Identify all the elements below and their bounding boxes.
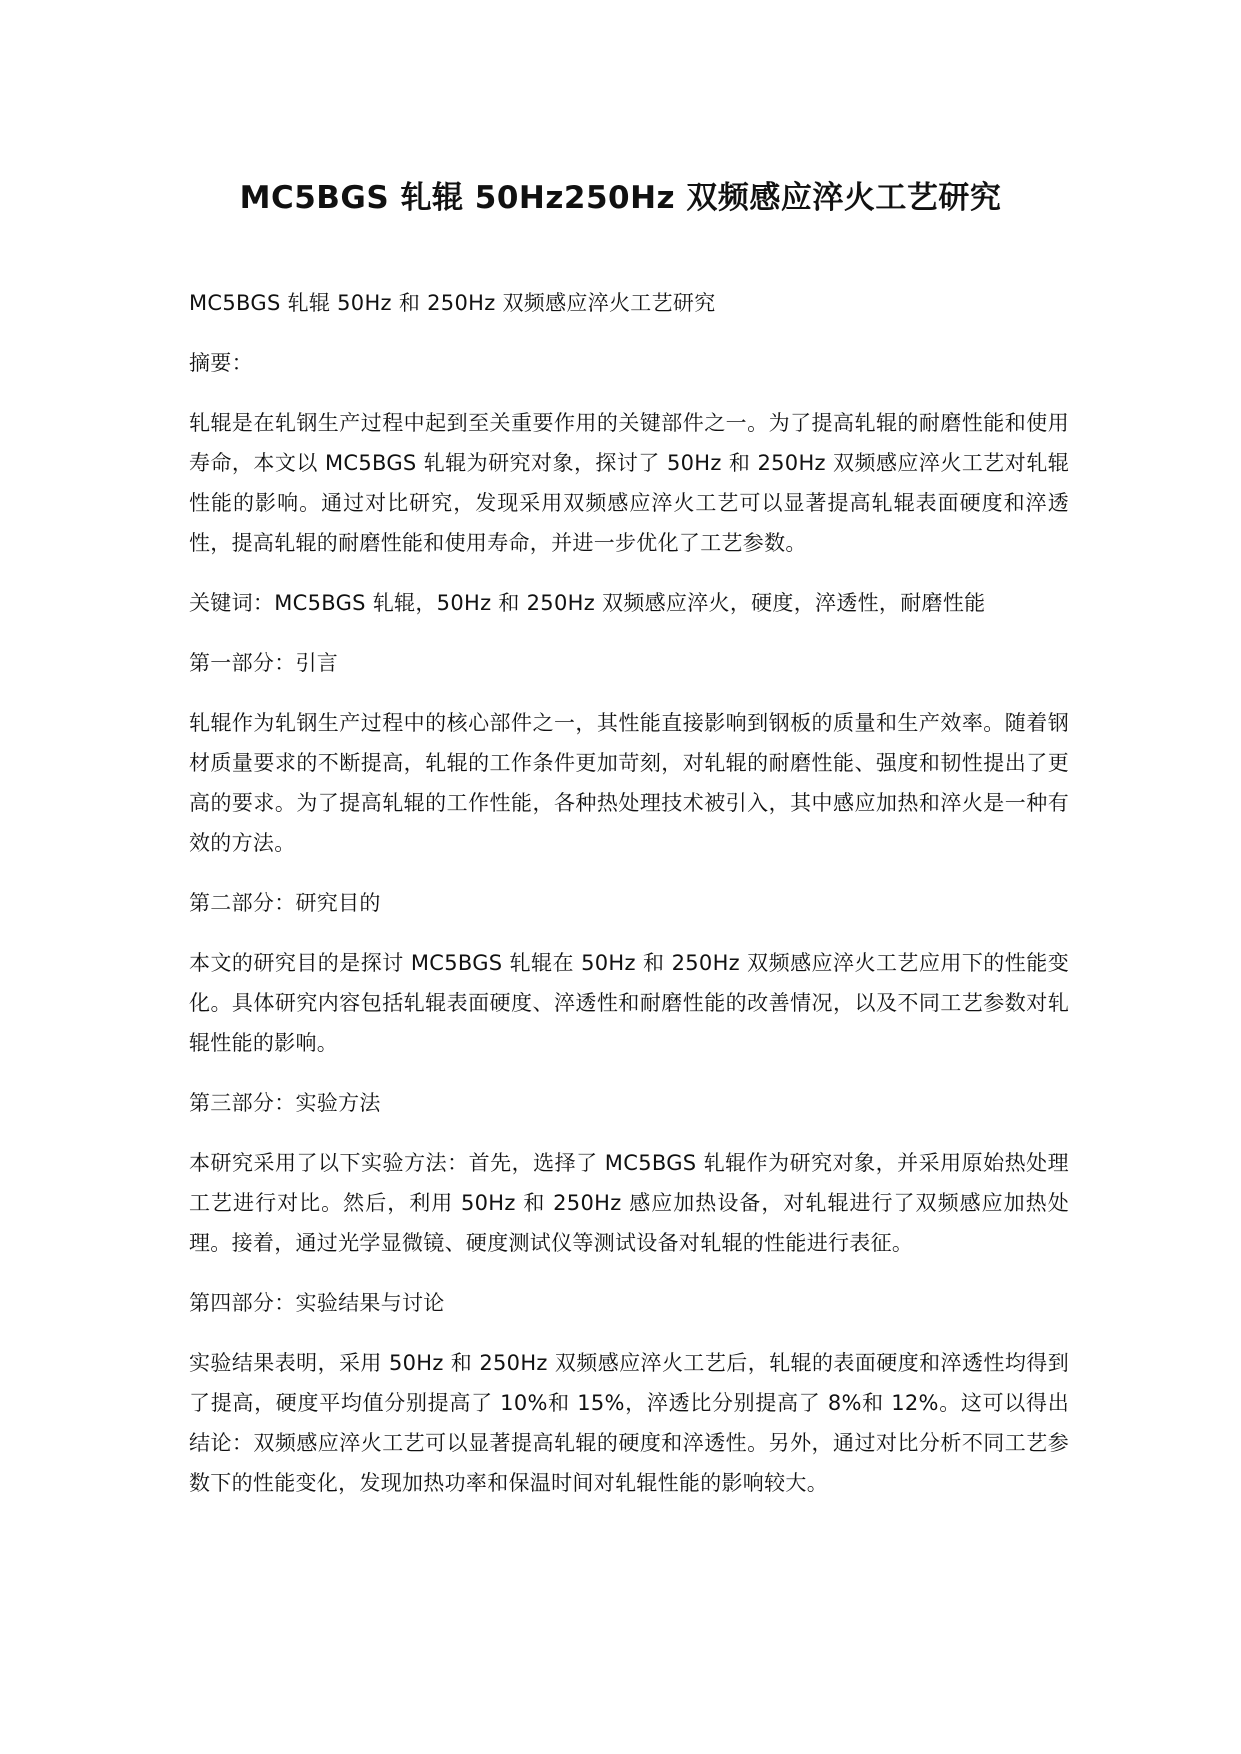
section-heading-introduction: 第一部分：引言 [189,651,339,675]
document-title: MC5BGS 轧辊 50Hz250Hz 双频感应淬火工艺研究 [239,180,1002,216]
abstract-heading: 摘要： [189,351,253,375]
section-heading-methods: 第三部分：实验方法 [189,1091,381,1115]
introduction-paragraph: 轧辊作为轧钢生产过程中的核心部件之一，其性能直接影响到钢板的质量和生产效率。随着钢材质量要求的不断提高，轧辊的工作条件更加苛刻，对轧辊的耐磨性能、强度和韧性提出了更高的要求。为了提高轧辊的工作性能，各种热处理技术被引入，其中感应加热和淬火是一种有效的方法。 [189,711,1069,855]
document-body [189,283,1069,1523]
keywords-paragraph: 关键词：MC5BGS 轧辊，50Hz 和 250Hz 双频感应淬火，硬度，淬透性，耐磨性能 [189,591,986,615]
subtitle-paragraph: MC5BGS 轧辊 50Hz 和 250Hz 双频感应淬火工艺研究 [189,291,716,315]
results-paragraph: 实验结果表明，采用 50Hz 和 250Hz 双频感应淬火工艺后，轧辊的表面硬度和淬透性均得到了提高，硬度平均值分别提高了 10%和 15%，淬透比分别提高了 8%和 12%。这可以得出结论：双频感应淬火工艺可以显著提高轧辊的硬度和淬透性。另外，通过对比分析不同工艺参数下的性能变化，发现加热功率和保温时间对轧辊性能的影响较大。 [189,1351,1069,1495]
section-heading-purpose: 第二部分：研究目的 [189,891,381,915]
purpose-paragraph: 本文的研究目的是探讨 MC5BGS 轧辊在 50Hz 和 250Hz 双频感应淬火工艺应用下的性能变化。具体研究内容包括轧辊表面硬度、淬透性和耐磨性能的改善情况，以及不同工艺参数对轧辊性能的影响。 [189,951,1069,1055]
abstract-paragraph: 轧辊是在轧钢生产过程中起到至关重要作用的关键部件之一。为了提高轧辊的耐磨性能和使用寿命，本文以 MC5BGS 轧辊为研究对象，探讨了 50Hz 和 250Hz 双频感应淬火工艺对轧辊性能的影响。通过对比研究，发现采用双频感应淬火工艺可以显著提高轧辊表面硬度和淬透性，提高轧辊的耐磨性能和使用寿命，并进一步优化了工艺参数。 [189,411,1069,555]
methods-paragraph: 本研究采用了以下实验方法：首先，选择了 MC5BGS 轧辊作为研究对象，并采用原始热处理工艺进行对比。然后，利用 50Hz 和 250Hz 感应加热设备，对轧辊进行了双频感应加热处理。接着，通过光学显微镜、硬度测试仪等测试设备对轧辊的性能进行表征。 [189,1151,1069,1255]
section-heading-results: 第四部分：实验结果与讨论 [189,1291,445,1315]
